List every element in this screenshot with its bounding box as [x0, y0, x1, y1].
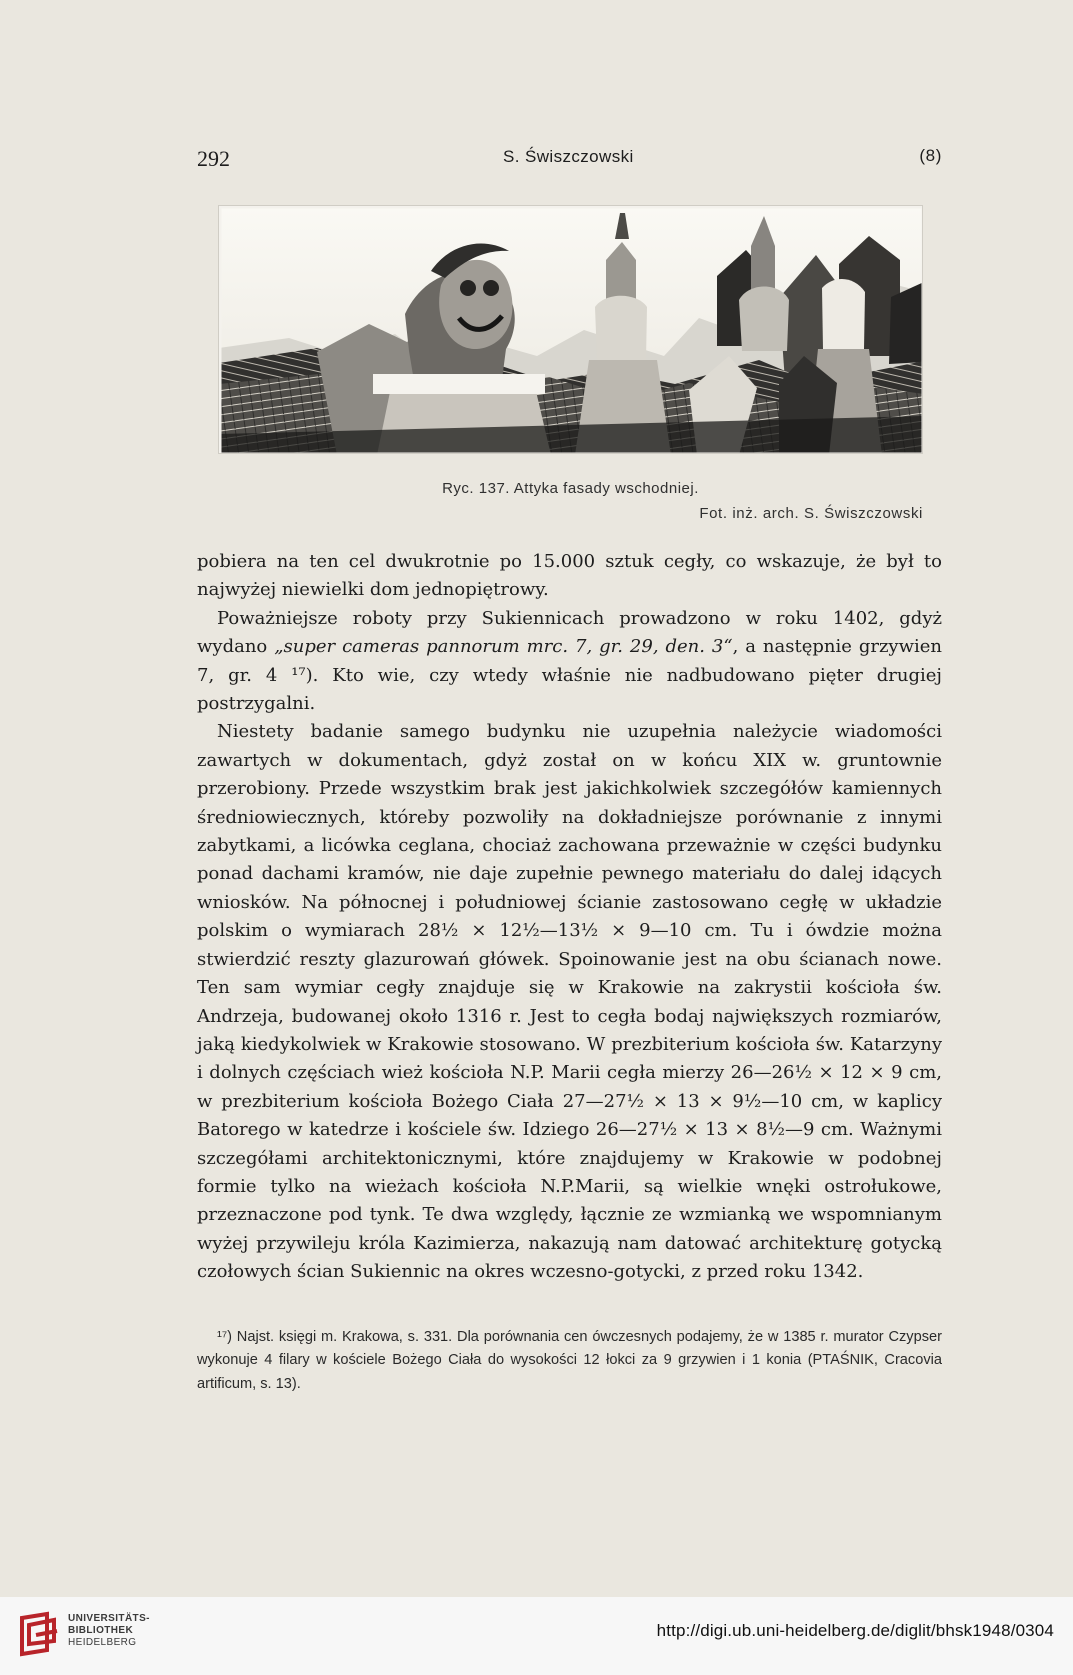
- paragraph-2: [197, 605, 942, 719]
- footnote: [197, 1326, 942, 1396]
- library-name-line-3: HEIDELBERG: [68, 1637, 137, 1648]
- figure-caption: Ryc. 137. Attyka fasady wschodniej.: [442, 480, 699, 497]
- attic-facade-photo: [218, 205, 923, 454]
- paragraph-1: pobiera na ten cel dwukrotnie po 15.000 sztuk cegły, co wskazuje, że był to najwyżej niewielki dom jednopiętrowy.: [197, 551, 942, 601]
- permanent-url-link[interactable]: http://digi.ub.uni-heidelberg.de/diglit/bhsk1948/0304: [656, 1621, 1054, 1640]
- latin-citation: „super cameras pannorum mrc. 7, gr. 29, den. 3“: [274, 636, 733, 658]
- library-name-line-2: BIBLIOTHEK: [68, 1625, 134, 1636]
- page-header: [197, 146, 942, 172]
- library-name: [68, 1613, 150, 1649]
- footnote-17: ¹⁷) Najst. księgi m. Krakowa, s. 331. Dla porównania cen ówczesnych podajemy, że w 1385 r. murator Czypser wykonuje 4 filary w kościele Bożego Ciała do wysokości 12 łokci za 9 grzywien i 1 konia (PTAŚNIK, Cracovia artificum, s. 13).: [197, 1329, 942, 1392]
- university-library-logo-icon: [18, 1611, 60, 1657]
- photo-credit: Fot. inż. arch. S. Świszczowski: [699, 505, 923, 522]
- article-body: [197, 548, 942, 1287]
- section-number: (8): [919, 146, 942, 165]
- paragraph-2-end: , a następnie grzywien 7, gr. 4 ¹⁷). Kto wie, czy wtedy właśnie nie nadbudowano pięter drugiej postrzygalni.: [197, 636, 943, 715]
- paragraph-2-start: Poważniejsze roboty przy Sukiennicach prowadzono w roku 1402, gdyż wydano: [197, 607, 942, 658]
- running-head-author: S. Świszczowski: [503, 147, 634, 166]
- attic-photo-illustration: [219, 206, 923, 454]
- page-number: 292: [197, 146, 230, 171]
- digital-library-footer: [0, 1597, 1073, 1675]
- paragraph-3: Niestety badanie samego budynku nie uzupełnia należycie wiadomości zawartych w dokumentach, gdyż został on w końcu XIX w. gruntownie przerobiony. Przede wszystkim brak jest jakichkolwiek szczegółów kamiennych średniowiecznych, któreby pozwoliły na dokładniejsze porównanie z innymi zabytkami, a licówka ceglana, chociaż zachowana przeważnie w części budynku ponad dachami kramów, nie daje zupełnie pewnego materiału do dalej idących wniosków. Na północnej i południowej ścianie zastosowano cegłę w układzie polskim o wymiarach 28½ × 12½—13½ × 9—10 cm. Tu i ówdzie można stwierdzić reszty glazurowań główek. Spoinowanie jest na obu ścianach nowe. Ten sam wymiar cegły znajduje się w Krakowie na zakrystii kościoła św. Andrzeja, budowanej około 1316 r. Jest to cegła bodaj największych rozmiarów, jaką kiedykolwiek w Krakowie stosowano. W prezbiterium kościoła św. Katarzyny i dolnych częściach wież kościoła N.P. Marii cegła mierzy 26—26½ × 12 × 9 cm, w prezbiterium kościoła Bożego Ciała 27—27½ × 13 × 9½—10 cm, w kaplicy Batorego w katedrze i kościele św. Idziego 26—27½ × 13 × 8½—9 cm. Ważnymi szczegółami architektonicznymi, które znajdujemy w Krakowie w podobnej formie tylko na wieżach kościoła N.P.Marii, są wielkie wnęki ostrołukowe, przeznaczone pod tynk. Te dwa względy, łącznie ze wzmianką we wspomnianym wyżej przywileju króla Kazimierza, nakazują nam datować architekturę gotycką czołowych ścian Sukiennic na okres wczesno-gotycki, z przed roku 1342.: [197, 721, 942, 1283]
- library-name-line-1: UNIVERSITÄTS-: [68, 1613, 150, 1624]
